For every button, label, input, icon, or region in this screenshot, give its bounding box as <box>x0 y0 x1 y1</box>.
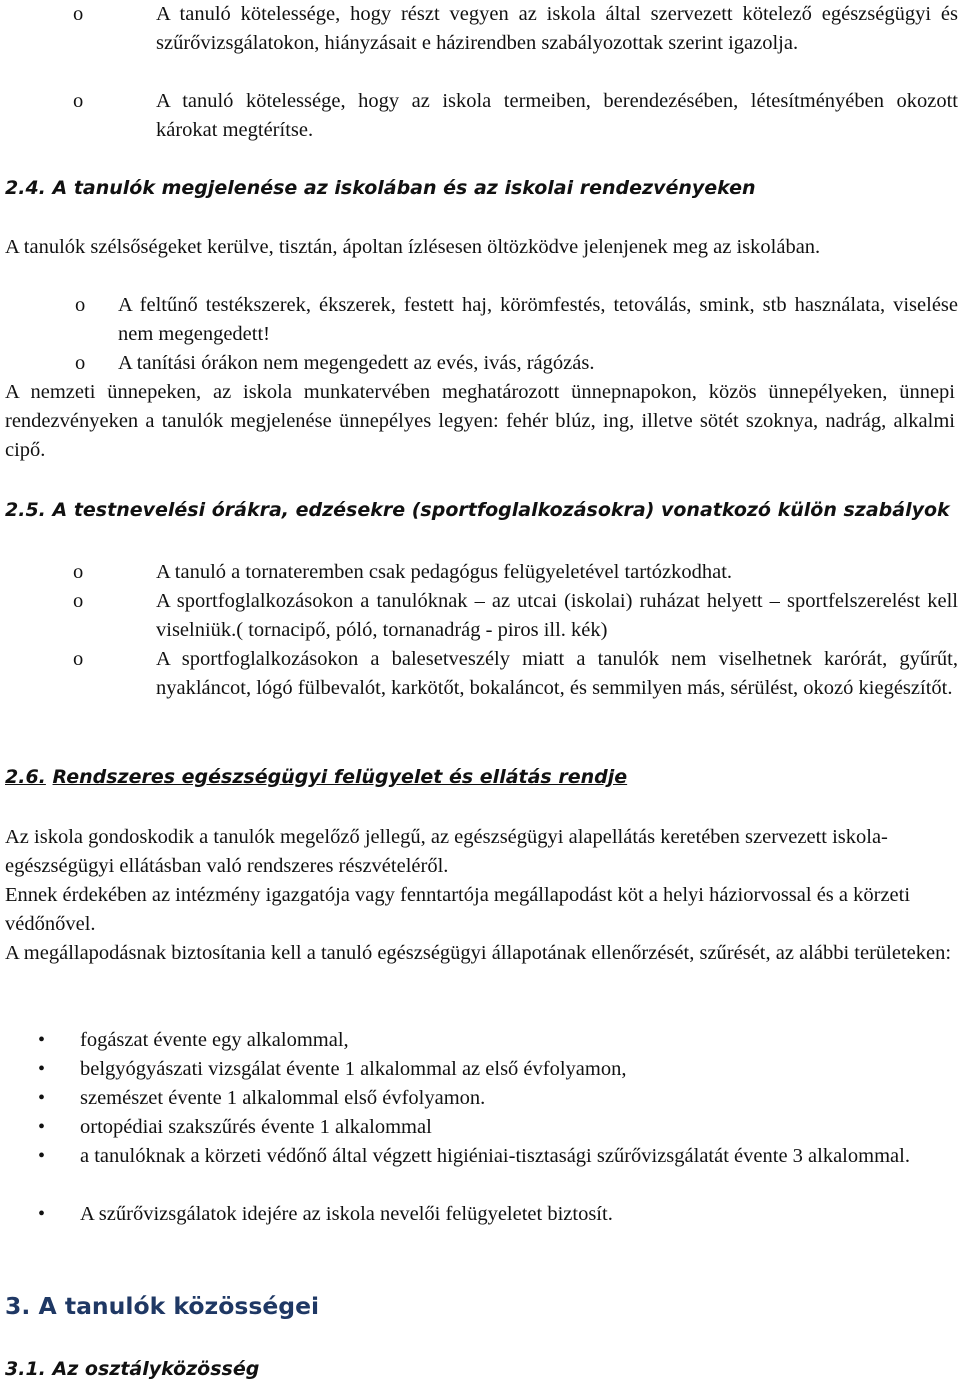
section-number: 3.1. <box>5 1358 46 1380</box>
chapter-heading-3 <box>5 1290 955 1322</box>
bullet-item <box>38 1084 958 1113</box>
section-number: 2.4. <box>5 177 46 199</box>
paragraph: A tanulók szélsőségeket kerülve, tisztán, ápoltan ízlésesen öltözködve jelenjenek meg az iskolában. <box>5 236 821 258</box>
list-marker: o <box>73 590 84 612</box>
list-item <box>75 349 958 378</box>
list-item-text: A sportfoglalkozásokon a tanulóknak – az utcai (iskolai) ruházat helyett – sportfelszerelést kell viselniük.( tornacipő, póló, tornanadrág - piros ill. kék) <box>156 590 958 641</box>
bullet-text: ortopédiai szakszűrés évente 1 alkalommal <box>80 1116 432 1138</box>
bullet-item <box>38 1113 958 1142</box>
section-title: A testnevelési órákra, edzésekre (sportfoglalkozásokra) vonatkozó külön szabályok <box>52 499 950 521</box>
bullet-item <box>38 1142 958 1171</box>
list-marker: o <box>73 561 84 583</box>
list-marker: o <box>75 352 86 374</box>
paragraph: A nemzeti ünnepeken, az iskola munkatervében meghatározott ünnepnapokon, közös ünnepélyeken, ünnepi rendezvényeken a tanulók megjelenése ünnepélyes legyen: fehér blúz, ing, illetve sötét szoknya, nadrág, alkalmi cipő. <box>5 381 955 461</box>
bullet-marker: • <box>38 1116 46 1138</box>
paragraph: Az iskola gondoskodik a tanulók megelőző jellegű, az egészségügyi alapellátás keretében szervezett iskola-egészségügyi ellátásban való rendszeres részvételéről. <box>5 826 888 877</box>
list-item <box>75 291 958 349</box>
section-heading-2-5 <box>5 496 955 524</box>
chapter-number: 3. <box>5 1292 31 1320</box>
bullet-item <box>38 1200 958 1229</box>
section-heading-2-4 <box>5 174 955 202</box>
bullet-text: a tanulóknak a körzeti védőnő által végzett higiéniai-tisztasági szűrővizsgálatát évente 3 alkalommal. <box>80 1145 910 1167</box>
bullet-marker: • <box>38 1087 46 1109</box>
paragraph: A megállapodásnak biztosítania kell a tanuló egészségügyi állapotának ellenőrzését, szűrését, az alábbi területeken: <box>5 942 952 964</box>
list-marker: o <box>73 3 84 25</box>
list-item-text: A tanuló kötelessége, hogy részt vegyen az iskola által szervezett kötelező egészségügyi és szűrővizsgálatokon, hiányzásait e házirendben szabályozottak szerint igazolja. <box>156 3 958 54</box>
section-title: Az osztályközösség <box>52 1358 260 1380</box>
section-heading-2-6 <box>5 763 955 791</box>
section-number: 2.6. <box>5 766 46 788</box>
section-number: 2.5. <box>5 499 46 521</box>
bullet-item <box>38 1026 958 1055</box>
list-item <box>73 87 958 145</box>
list-marker: o <box>75 294 86 316</box>
bullet-item <box>38 1055 958 1084</box>
bullet-text: fogászat évente egy alkalommal, <box>80 1029 349 1051</box>
paragraph: Ennek érdekében az intézmény igazgatója vagy fenntartója megállapodást köt a helyi háziorvossal és a körzeti védőnővel. <box>5 884 911 935</box>
chapter-title: A tanulók közösségei <box>38 1292 320 1320</box>
bullet-marker: • <box>38 1029 46 1051</box>
list-item-text: A tanítási órákon nem megengedett az evés, ivás, rágózás. <box>118 352 595 374</box>
list-item <box>73 587 958 645</box>
list-item-text: A feltűnő testékszerek, ékszerek, festett haj, körömfestés, tetoválás, smink, stb használata, viselése nem megengedett! <box>118 294 958 345</box>
section-title: Rendszeres egészségügyi felügyelet és ellátás rendje <box>52 766 628 788</box>
list-item <box>73 645 958 703</box>
section-title: A tanulók megjelenése az iskolában és az iskolai rendezvényeken <box>52 177 756 199</box>
section-heading-3-1 <box>5 1355 955 1383</box>
list-item-text: A tanuló a tornateremben csak pedagógus felügyeletével tartózkodhat. <box>156 561 733 583</box>
bullet-text: szemészet évente 1 alkalommal első évfolyamon. <box>80 1087 486 1109</box>
bullet-text: belgyógyászati vizsgálat évente 1 alkalommal az első évfolyamon, <box>80 1058 627 1080</box>
list-item <box>73 558 958 587</box>
list-item-text: A tanuló kötelessége, hogy az iskola termeiben, berendezésében, létesítményében okozott károkat megtérítse. <box>156 90 958 141</box>
bullet-text: A szűrővizsgálatok idejére az iskola nevelői felügyeletet biztosít. <box>80 1203 613 1225</box>
list-marker: o <box>73 90 84 112</box>
list-item <box>73 0 958 58</box>
list-item-text: A sportfoglalkozásokon a balesetveszély miatt a tanulók nem viselhetnek karórát, gyűrűt, nyakláncot, lógó fülbevalót, karkötőt, bokaláncot, és semmilyen más, sérülést, okozó kiegészítőt. <box>156 648 958 699</box>
bullet-marker: • <box>38 1145 46 1167</box>
list-marker: o <box>73 648 84 670</box>
bullet-marker: • <box>38 1203 46 1225</box>
bullet-marker: • <box>38 1058 46 1080</box>
